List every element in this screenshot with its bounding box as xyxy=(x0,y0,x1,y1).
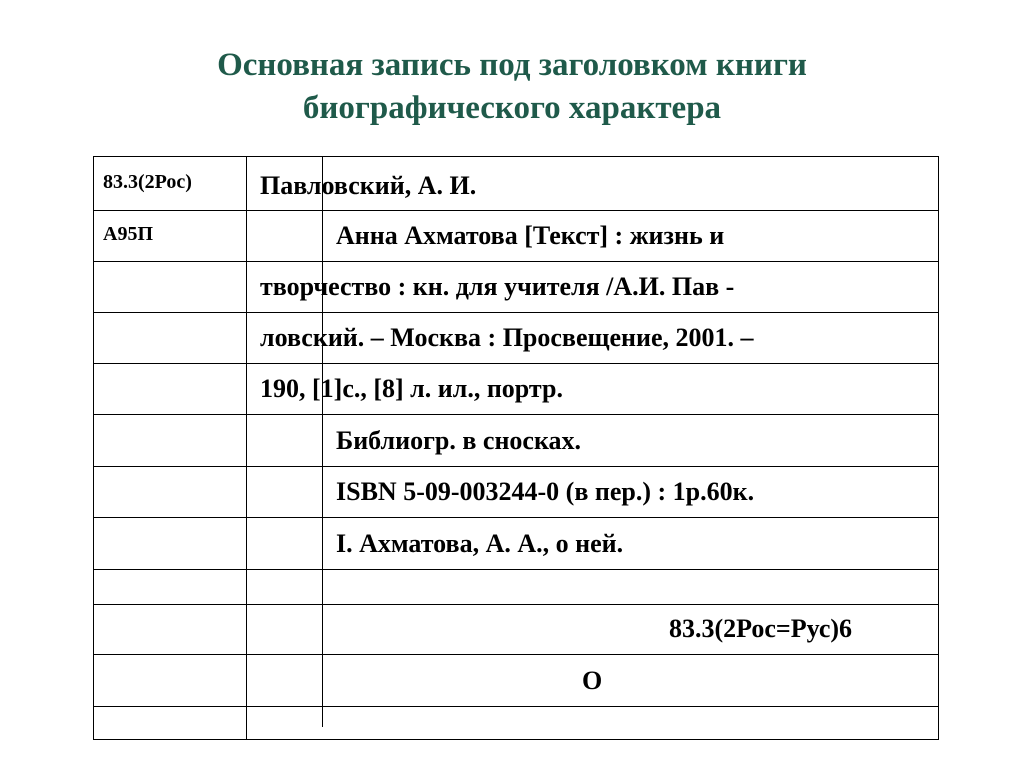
card-rule xyxy=(94,604,938,605)
bottom-class-index: 83.3(2Рос=Рус)6 xyxy=(669,614,853,643)
card-rule xyxy=(94,654,938,655)
card-rule xyxy=(94,466,938,467)
card-rule xyxy=(94,210,938,211)
card-column-rule xyxy=(246,157,247,739)
description-line: ловский. – Москва : Просвещение, 2001. – xyxy=(260,323,754,352)
card-rule xyxy=(94,706,938,707)
description-line: 190, [1]с., [8] л. ил., портр. xyxy=(260,374,563,403)
card-rule xyxy=(94,569,938,570)
catalog-card xyxy=(93,156,939,740)
page-title xyxy=(0,44,1024,130)
title-line-1: Основная запись под заголовком книги xyxy=(217,47,807,83)
isbn-line: ISBN 5-09-003244-0 (в пер.) : 1р.60к. xyxy=(336,477,755,506)
card-rule xyxy=(94,261,938,262)
card-rule xyxy=(94,363,938,364)
class-index: 83.3(2Рос) xyxy=(103,171,192,193)
card-rule xyxy=(94,312,938,313)
description-line: творчество : кн. для учителя /А.И. Пав - xyxy=(260,272,735,301)
tracing-line: I. Ахматова, А. А., о ней. xyxy=(336,529,624,558)
card-rule xyxy=(94,517,938,518)
author-heading: Павловский, А. И. xyxy=(260,171,477,200)
bibliography-note: Библиогр. в сносках. xyxy=(336,426,582,455)
card-indent-rule xyxy=(322,157,323,727)
description-line: Анна Ахматова [Текст] : жизнь и xyxy=(336,221,725,250)
title-line-2: биографического характера xyxy=(302,90,722,126)
card-rule xyxy=(94,414,938,415)
bottom-author-mark: О xyxy=(582,666,603,695)
author-mark: А95П xyxy=(103,223,153,245)
